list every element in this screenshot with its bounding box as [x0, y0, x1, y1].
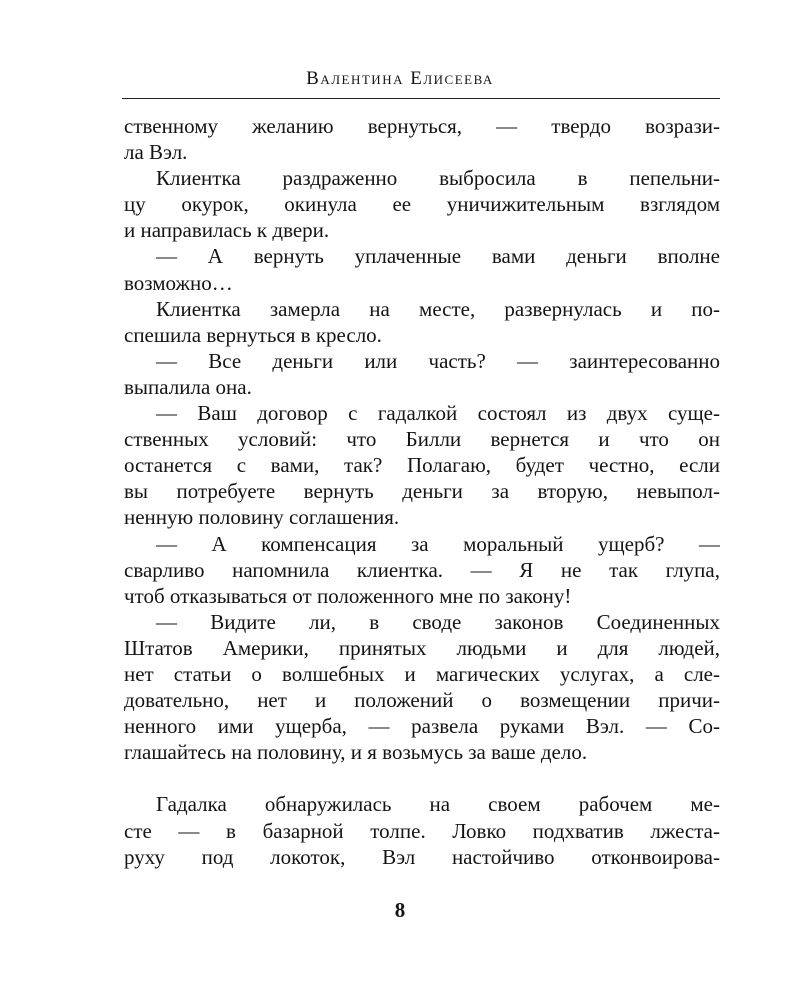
text-line: ненного ими ущерба, — развела руками Вэл. — Со-: [124, 714, 720, 739]
text-line: ственному желанию вернуться, — твердо возрази-: [124, 114, 720, 138]
text-line: — Все деньги или часть? — заинтересованно: [156, 348, 720, 373]
running-head: Валентина Елисеева: [306, 68, 494, 89]
text-line: Гадалка обнаружилась на своем рабочем ме-: [156, 792, 720, 817]
text-line: сварливо напомнила клиентка. — Я не так глупа,: [124, 557, 720, 582]
text-line: ственных условий: что Билли вернется и что он: [124, 427, 720, 452]
text-line: вы потребуете вернуть деньги за вторую, невыпол-: [124, 479, 720, 504]
text-line: цу окурок, окинула ее уничижительным взглядом: [124, 192, 720, 217]
paragraph-gap: [124, 765, 720, 791]
text-line: — Ваш договор с гадалкой состоял из двух суще-: [156, 401, 720, 426]
text-line: Клиентка раздраженно выбросила в пепельни-: [156, 166, 720, 191]
text-line: — А компенсация за моральный ущерб? —: [156, 531, 720, 556]
text-line: останется с вами, так? Полагаю, будет честно, если: [124, 453, 720, 478]
text-line: Клиентка замерла на месте, развернулась и по-: [156, 296, 720, 321]
page-number: 8: [394, 898, 406, 922]
text-line: довательно, нет и положений о возмещении причи-: [124, 688, 720, 713]
text-line: сте — в базарной толпе. Ловко подхватив лжеста-: [124, 818, 720, 843]
text-line: ла Вэл.: [124, 140, 188, 165]
body-text: [124, 113, 720, 870]
text-line: выпалила она.: [124, 374, 252, 399]
text-line: ненную половину соглашения.: [124, 505, 400, 530]
header-rule: [122, 98, 720, 99]
text-line: спешила вернуться в кресло.: [124, 322, 382, 347]
text-line: — А вернуть уплаченные вами деньги вполне: [156, 244, 720, 269]
text-line: чтоб отказываться от положенного мне по закону!: [124, 583, 572, 608]
text-line: руху под локоток, Вэл настойчиво отконвоирова-: [124, 844, 720, 869]
text-line: нет статьи о волшебных и магических услугах, а сле-: [124, 661, 720, 686]
text-line: возможно…: [124, 270, 233, 295]
text-line: — Видите ли, в своде законов Соединенных: [156, 609, 720, 634]
text-line: и направилась к двери.: [124, 218, 330, 243]
text-line: Штатов Америки, принятых людьми и для людей,: [124, 635, 720, 660]
text-line: глашайтесь на половину, и я возьмусь за ваше дело.: [124, 740, 588, 765]
